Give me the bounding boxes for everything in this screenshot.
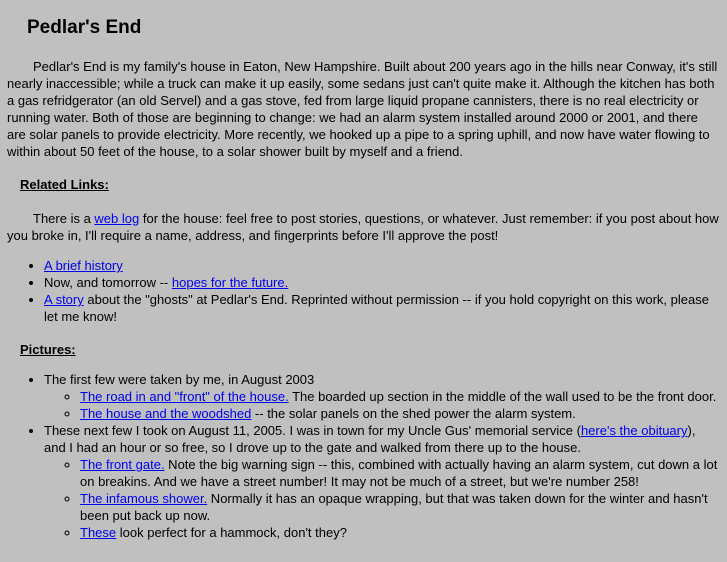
hammock-link[interactable]: These (80, 525, 117, 540)
related-links-heading: Related Links: (20, 177, 109, 192)
obituary-link[interactable]: here's the obituary (580, 423, 688, 438)
list-item-text: Normally it has an opaque wrapping, but that was taken down for the winter and hasn't been put back up now. (80, 491, 708, 523)
list-item (80, 388, 720, 405)
weblog-text-after: for the house: feel free to post stories, questions, or whatever. Just remember: if you post about how you broke in, I'll require a name, address, and fingerprints before I'll approve the post! (7, 211, 719, 243)
list-item (44, 422, 720, 541)
intro-paragraph: Pedlar's End is my family's house in Eaton, New Hampshire. Built about 200 years ago in the hills near Conway, it's still nearly inaccessible; while a truck can make it up easily, some sedans just can't quite make it. Although the kitchen has both a gas refridgerator (an old Servel) and a gas stove, fed from large liquid propane cannisters, there is no real electricity or running water. Both of those are beginning to change: we had an alarm system installed around 2000 or 2001, and there are solar panels to provide electricity. More recently, we hooked up a pipe to a spring uphill, and now have water flowing to within about 50 feet of the house, to a solar shower built by myself and a friend. (7, 59, 718, 159)
weblog-link[interactable]: web log (94, 211, 140, 226)
page-title: Pedlar's End (27, 17, 142, 38)
group2-text-before: These next few I took on August 11, 2005. I was in town for my Uncle Gus' memorial service ( (44, 423, 581, 438)
road-front-link[interactable]: The road in and "front" of the house. (80, 389, 289, 404)
shower-link[interactable]: The infamous shower. (80, 491, 208, 506)
list-item (80, 490, 720, 524)
list-item-text: look perfect for a hammock, don't they? (116, 525, 347, 540)
house-woodshed-link[interactable]: The house and the woodshed (80, 406, 252, 421)
list-item (44, 257, 720, 274)
group1-sublist (44, 388, 720, 422)
list-item-text: about the "ghosts" at Pedlar's End. Reprinted without permission -- if you hold copyright on this work, please let me know! (44, 292, 709, 324)
pictures-heading: Pictures: (20, 342, 76, 357)
list-item-text: Note the big warning sign -- this, combined with actually having an alarm system, cut down a lot on breakins. And we have a street number! It may not be much of a street, but we're number 258! (80, 457, 718, 489)
list-item (44, 291, 720, 325)
weblog-text-before: There is a (33, 211, 95, 226)
list-item (80, 456, 720, 490)
list-item-text: The boarded up section in the middle of the wall used to be the front door. (288, 389, 717, 404)
group2-text-after: ), and I had an hour or so free, so I drove up to the gate and walked from there up to the house. (44, 423, 696, 455)
list-item (44, 371, 720, 422)
front-gate-link[interactable]: The front gate. (80, 457, 165, 472)
group1-text: The first few were taken by me, in August 2003 (44, 372, 315, 387)
story-link[interactable]: A story (44, 292, 84, 307)
group2-sublist (44, 456, 720, 541)
hopes-future-link[interactable]: hopes for the future. (171, 275, 289, 290)
brief-history-link[interactable]: A brief history (44, 258, 123, 273)
related-links-list (7, 257, 720, 325)
weblog-paragraph (7, 210, 720, 244)
list-item-text: Now, and tomorrow -- (44, 275, 172, 290)
pictures-list (7, 371, 720, 541)
list-item (80, 405, 720, 422)
list-item-text: -- the solar panels on the shed power the alarm system. (251, 406, 576, 421)
list-item (44, 274, 720, 291)
page-content (0, 17, 727, 541)
list-item (80, 524, 720, 541)
